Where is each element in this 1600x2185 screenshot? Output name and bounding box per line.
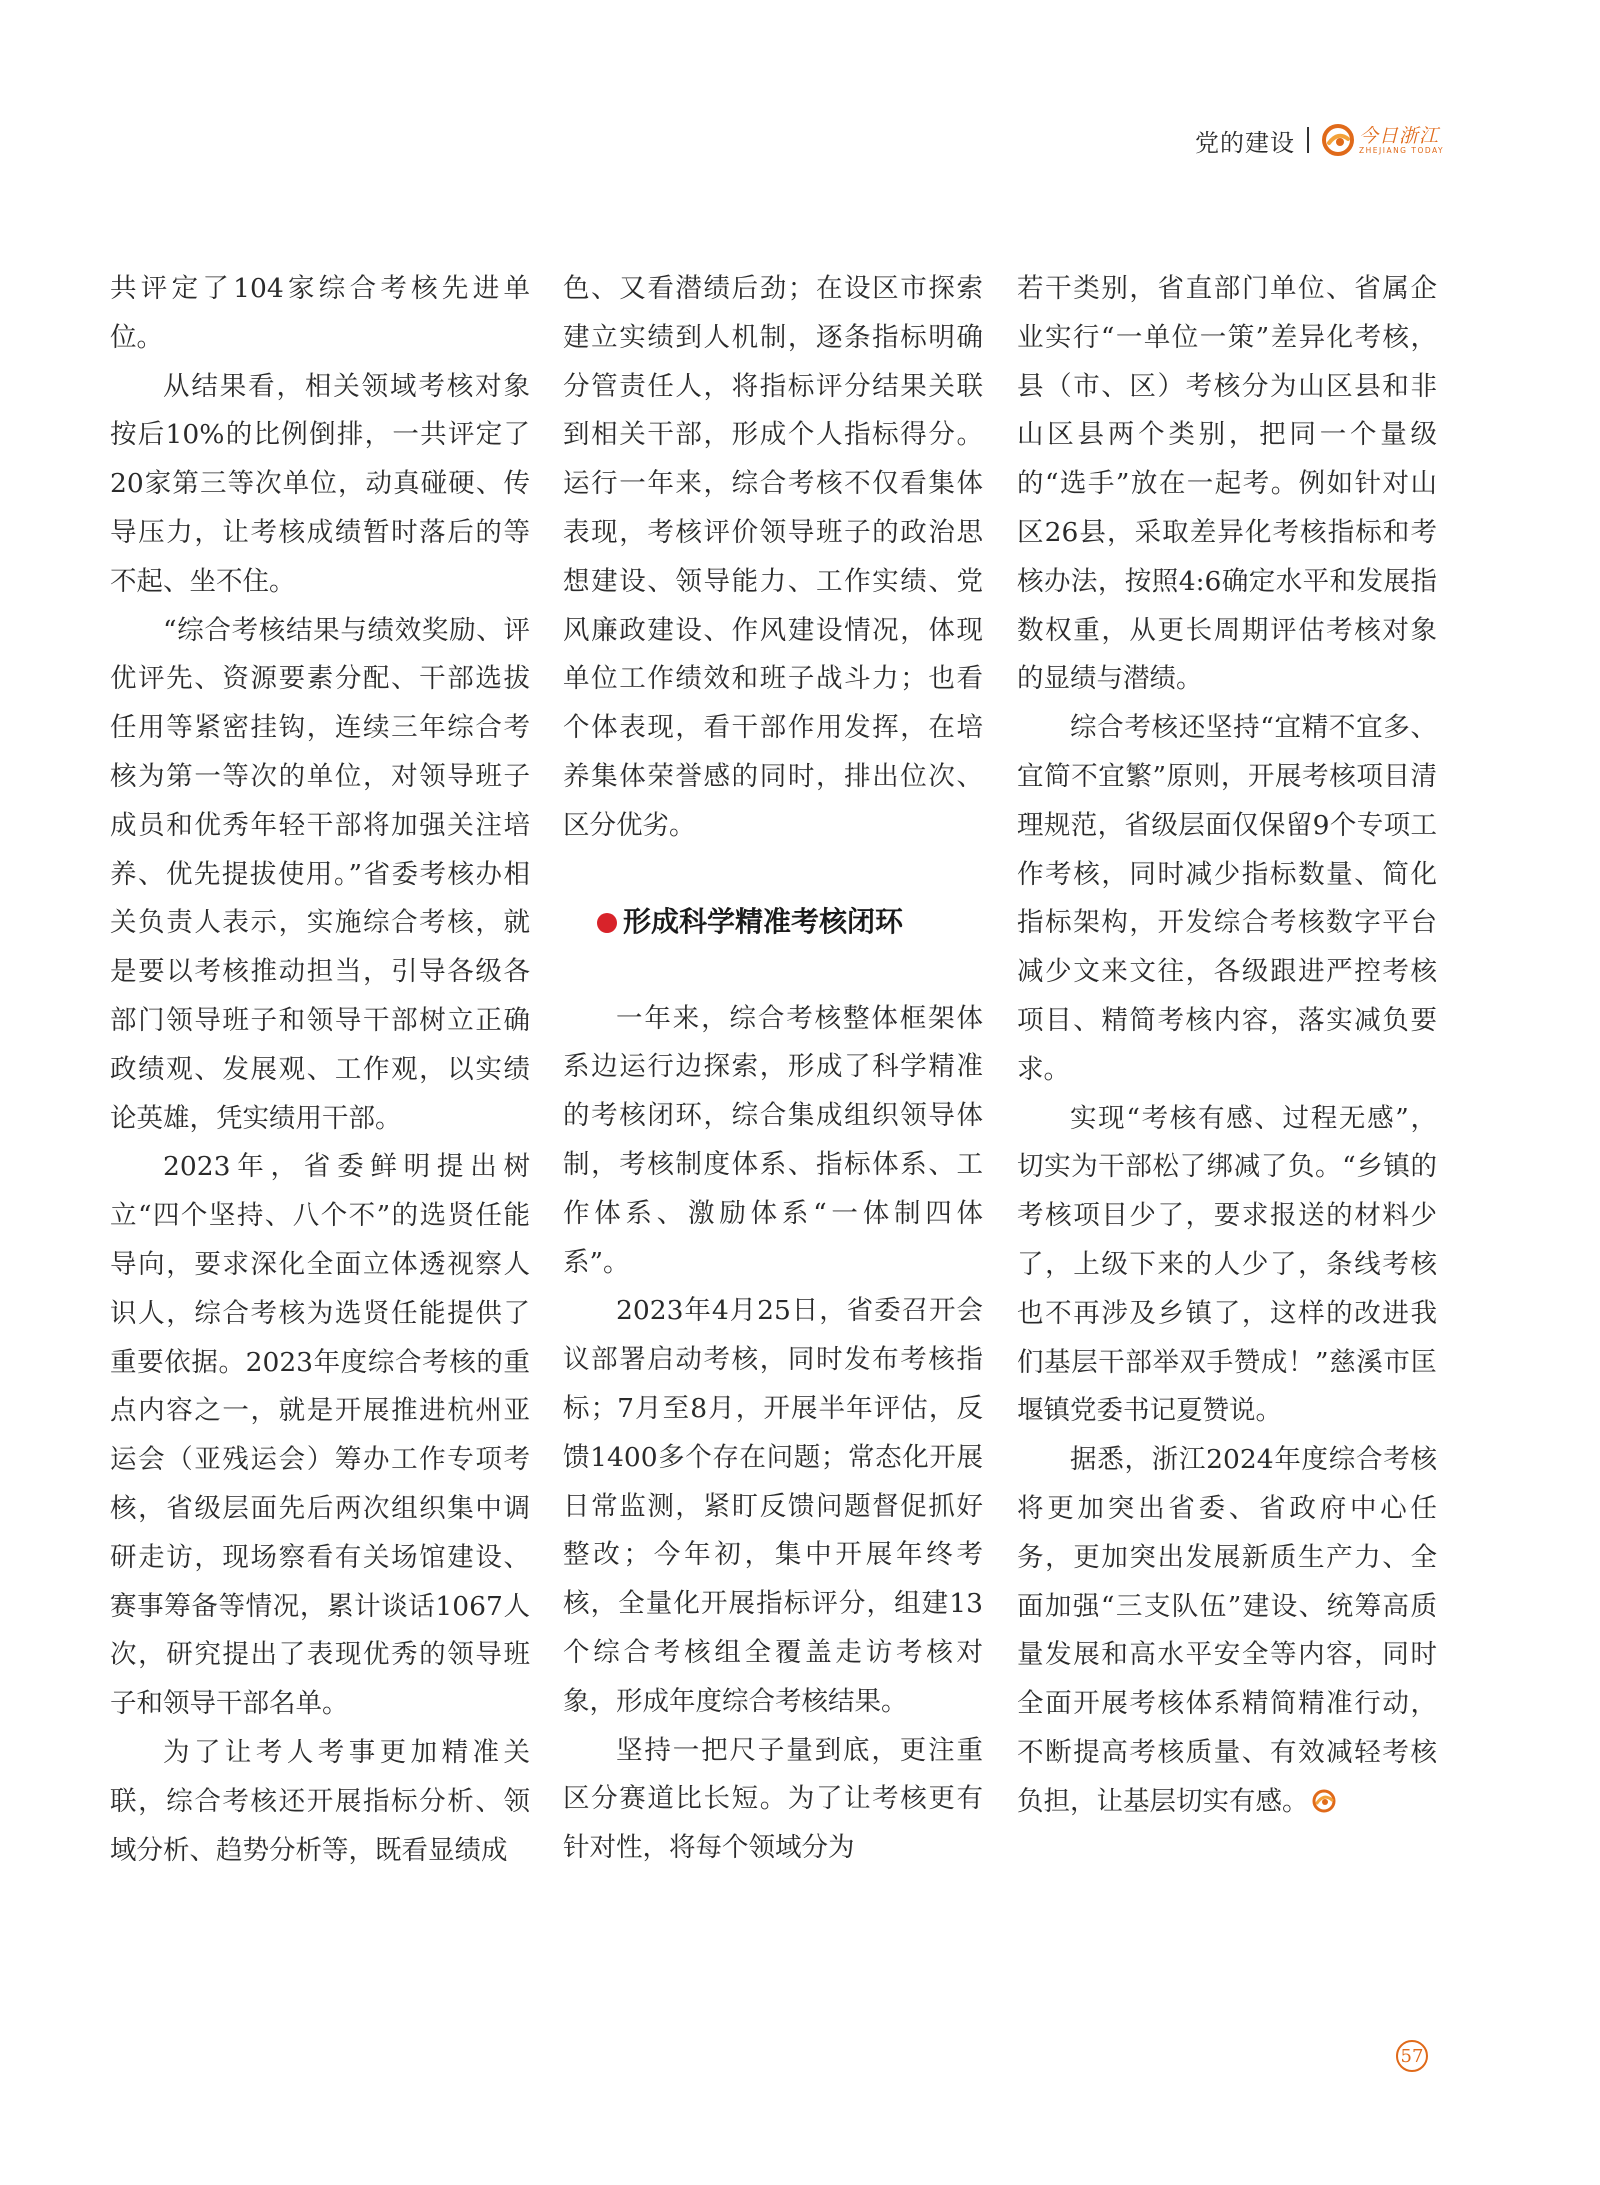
paragraph: “综合考核结果与绩效奖励、评优评先、资源要素分配、干部选拔任用等紧密挂钩，连续三年综合考核为第一等次的单位，对领导班子成员和优秀年轻干部将加强关注培养、优先提拔使用。”省委考核办相关负责人表示，实施综合考核，就是要以考核推动担当，引导各级各部门领导班子和领导干部树立正确政绩观、发展观、工作观，以实绩论英雄，凭实绩用干部。 [110, 614, 530, 1134]
paragraph: 2023年，省委鲜明提出树立“四个坚持、八个不”的选贤任能导向，要求深化全面立体透视察人识人，综合考核为选贤任能提供了重要依据。2023年度综合考核的重点内容之一，就是开展推进杭州亚运会（亚残运会）筹办工作专项考核，省级层面先后两次组织集中调研走访，现场察看有关场馆建设、赛事筹备等情况，累计谈话1067人次，研究提出了表现优秀的领导班子和领导干部名单。 [110, 1151, 530, 1720]
end-mark-icon [1311, 1788, 1337, 1814]
paragraph: 若干类别，省直部门单位、省属企业实行“一单位一策”差异化考核，县（市、区）考核分为山区县和非山区县两个类别，把同一个量级的“选手”放在一起考。例如针对山区26县，采取差异化考核指标和考核办法，按照4:6确定水平和发展指数权重，从更长周期评估考核对象的显绩与潜绩。 [1017, 273, 1437, 695]
logo-english-text: ZHEJIANG TODAY [1359, 145, 1445, 155]
page-header [1195, 120, 1445, 160]
paragraph: 色、又看潜绩后劲；在设区市探索建立实绩到人机制，逐条指标明确分管责任人，将指标评分结果关联到相关干部，形成个人指标得分。运行一年来，综合考核不仅看集体表现，考核评价领导班子的政治思想建设、领导能力、工作实绩、党风廉政建设、作风建设情况，体现单位工作绩效和班子战斗力；也看个体表现，看干部作用发挥，在培养集体荣誉感的同时，排出位次、区分优劣。 [563, 273, 983, 841]
article-column-2 [563, 265, 983, 1873]
section-subheading [563, 899, 983, 947]
zhejiang-today-logo-icon [1321, 123, 1355, 157]
paragraph: 为了让考人考事更加精准关联，综合考核还开展指标分析、领域分析、趋势分析等，既看显绩成 [110, 1736, 530, 1866]
article-column-3 [1017, 265, 1437, 1827]
paragraph: 综合考核还坚持“宜精不宜多、宜简不宜繁”原则，开展考核项目清理规范，省级层面仅保留9个专项工作考核，同时减少指标数量、简化指标架构，开发综合考核数字平台减少文来文往，各级跟进严控考核项目、精简考核内容，落实减负要求。 [1017, 712, 1437, 1085]
final-paragraph-text: 据悉，浙江2024年度综合考核将更加突出省委、省政府中心任务，更加突出发展新质生产力、全面加强“三支队伍”建设、统筹高质量发展和高水平安全等内容，同时全面开展考核体系精简精准行动，不断提高考核质量、有效减轻考核负担，让基层切实有感。 [1017, 1444, 1437, 1817]
paragraph: 坚持一把尺子量到底，更注重区分赛道比长短。为了让考核更有针对性，将每个领域分为 [563, 1734, 983, 1864]
page-number: 57 [1396, 2040, 1428, 2072]
article-column-1 [110, 265, 530, 1875]
logo-wordmark [1359, 126, 1444, 155]
paragraph-final [1017, 1436, 1437, 1826]
paragraph: 实现“考核有感、过程无感”，切实为干部松了绑减了负。“乡镇的考核项目少了，要求报送的材料少了，上级下来的人少了，条线考核也不再涉及乡镇了，这样的改进我们基层干部举双手赞成！”慈溪市匡堰镇党委书记夏赞说。 [1017, 1102, 1437, 1427]
subheading-text: 形成科学精准考核闭环 [623, 905, 904, 939]
red-dot-icon [597, 913, 617, 933]
paragraph: 2023年4月25日，省委召开会议部署启动考核，同时发布考核指标；7月至8月，开展半年评估，反馈1400多个存在问题；常态化开展日常监测，紧盯反馈问题督促抓好整改；今年初，集中开展年终考核，全量化开展指标评分，组建13个综合考核组全覆盖走访考核对象，形成年度综合考核结果。 [563, 1295, 983, 1717]
paragraph: 共评定了104家综合考核先进单位。 [110, 273, 530, 353]
paragraph: 一年来，综合考核整体框架体系边运行边探索，形成了科学精准的考核闭环，综合集成组织领导体制，考核制度体系、指标体系、工作体系、激励体系“一体制四体系”。 [563, 1002, 983, 1278]
header-divider [1307, 127, 1309, 153]
paragraph: 从结果看，相关领域考核对象按后10%的比例倒排，一共评定了20家第三等次单位，动真碰硬、传导压力，让考核成绩暂时落后的等不起、坐不住。 [110, 370, 530, 597]
section-name: 党的建设 [1195, 128, 1295, 157]
logo-chinese-text: 今日浙江 [1359, 124, 1440, 147]
